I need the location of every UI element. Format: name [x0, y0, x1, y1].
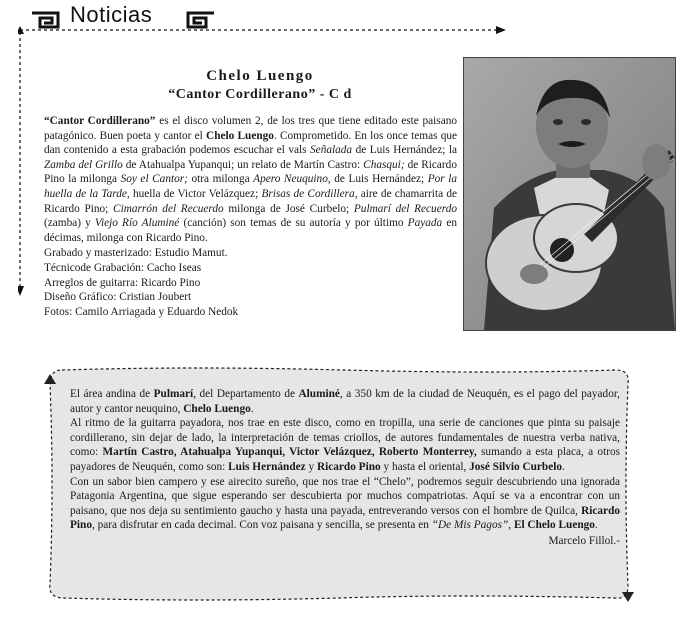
- review-text-segment: ,: [508, 519, 514, 532]
- review-text-segment: Al ritmo de la guitarra payadora, nos trae en este disco, como en tropilla, una serie de canciones que pinta su paisaje cordillerano, sin dejar de lado, la interpretación de temas criollos, de autores fundamentales de nuestra verba nativa, como:: [70, 417, 620, 459]
- article-text-segment: huella de Victor Velázquez;: [129, 187, 262, 200]
- article-text-segment: Chasqui;: [363, 158, 405, 171]
- review-text-segment: Luis Hernández: [228, 460, 306, 473]
- singer-with-guitar-illustration: [464, 58, 675, 330]
- review-text-segment: Ricardo Pino: [316, 460, 381, 473]
- credit-line: Diseño Gráfico: Cristian Joubert: [44, 291, 192, 304]
- review-box: [44, 364, 634, 604]
- article-text-segment: Brisas de Cordillera,: [261, 187, 358, 200]
- article-text-segment: milonga de José Curbelo;: [223, 202, 354, 215]
- review-text-segment: El área andina de: [70, 388, 154, 400]
- singer-photo: [463, 57, 676, 331]
- review-paragraph-3: [70, 475, 620, 533]
- review-text-segment: sumando a esta placa, a otros payadores de Neuquén, como son:: [70, 446, 621, 473]
- article-subtitle: “Cantor Cordillerano” - C d: [168, 87, 352, 102]
- article-text-segment: de Luis Hernández; la: [352, 144, 457, 157]
- article-text-segment: (canción) son temas de su autoría y por último: [179, 217, 408, 230]
- credit-line: Técnicode Grabación: Cacho Iseas: [44, 261, 202, 274]
- review-text-segment: Con un sabor bien campero y ese airecito sureño, que nos trae el “Chelo”, podremos seguir descubriendo una ignorada Patagonia Argentina, que sigue esperando ser descubierta por muchos compatriotas. Aquí se va a encontrar con un paisano, que nos deja su sentimiento gaucho y hasta una payada, entreverando versos con el hombre de Quilca,: [70, 475, 620, 517]
- article-text-segment: Viejo Río Aluminé: [94, 217, 180, 230]
- article-title: Chelo Luengo: [206, 68, 314, 84]
- article-text-segment: Señalada: [310, 144, 353, 157]
- review-text-segment: Aluminé: [298, 388, 340, 400]
- review-text-segment: Martín Castro, Atahualpa Yupanqui, Victor Velázquez, Roberto Monterrey,: [102, 446, 477, 459]
- review-text: [70, 387, 620, 549]
- article-text-segment: de Luis Hernández;: [330, 173, 428, 186]
- article-text-segment: (zamba) y: [44, 217, 95, 230]
- review-text-segment: Pulmarí: [153, 388, 194, 400]
- article-text-segment: . Comprometido. En los once temas que dan contenido a esta grabación podemos escuchar el vals: [44, 129, 458, 157]
- article-text-segment: de Atahualpa Yupanqui; un relato de Martín Castro:: [122, 158, 364, 171]
- review-text-segment: , a 350 km de la ciudad de Neuquén, es el pago del payador, autor y cantor neuquino,: [70, 388, 620, 415]
- review-paragraph-1: [70, 387, 620, 416]
- review-text-segment: .: [594, 519, 598, 532]
- review-text-segment: .: [250, 402, 254, 415]
- review-text-segment: y: [305, 460, 317, 473]
- article-text-segment: Zamba del Grillo: [44, 158, 123, 171]
- review-text-segment: , para disfrutar en cada decimal. Con voz paisana y sencilla, se presenta en: [91, 519, 432, 532]
- review-text-segment: El Chelo Luengo: [513, 519, 595, 532]
- article-paragraph: [44, 114, 457, 245]
- article-text-segment: Soy el Cantor;: [120, 173, 188, 186]
- article-text-segment: Apero Neuquino,: [253, 173, 331, 186]
- credit-line: Fotos: Camilo Arriagada y Eduardo Nedok: [44, 305, 239, 318]
- article-text-segment: de Ricardo Pino la milonga: [44, 158, 457, 186]
- credit-line: Arreglos de guitarra: Ricardo Pino: [44, 276, 201, 289]
- review-text-segment: , del Departamento de: [193, 388, 299, 400]
- article-text-segment: Chelo Luengo: [206, 129, 274, 142]
- article-text-segment: aire de chamarrita de Ricardo Pino;: [44, 187, 457, 215]
- review-paragraph-2: [70, 416, 620, 474]
- review-text-segment: .: [562, 460, 565, 473]
- review-text-segment: Chelo Luengo: [183, 402, 251, 415]
- credit-line: Grabado y masterizado: Estudio Mamut.: [44, 247, 228, 260]
- author-signature: Marcelo Fillol.-: [548, 534, 620, 547]
- article-text-segment: “Cantor Cordillerano”: [44, 115, 156, 127]
- credits-list: [44, 246, 457, 319]
- review-text-segment: José Silvio Curbelo: [469, 460, 563, 473]
- article-text-segment: es el disco volumen 2, de los tres que tiene editado este paisano patagónico. Buen poeta y cantor el: [44, 115, 458, 142]
- article-text-segment: Payada: [407, 217, 443, 230]
- review-text-segment: y hasta el oriental,: [380, 460, 470, 473]
- section-title: Noticias: [70, 2, 153, 27]
- article-text-segment: Por la huella de la Tarde,: [44, 173, 457, 200]
- article-text-segment: en décimas, milonga con Ricardo Pino.: [44, 217, 457, 244]
- article-body: [44, 114, 457, 319]
- review-text-segment: Ricardo Pino: [70, 504, 620, 532]
- article-text-segment: otra milonga: [187, 173, 254, 186]
- article-text-segment: Cimarrón del Recuerdo: [113, 202, 224, 215]
- review-text-segment: “De Mis Pagos”: [431, 519, 509, 532]
- article-text-segment: Pulmarí del Recuerdo: [353, 202, 457, 215]
